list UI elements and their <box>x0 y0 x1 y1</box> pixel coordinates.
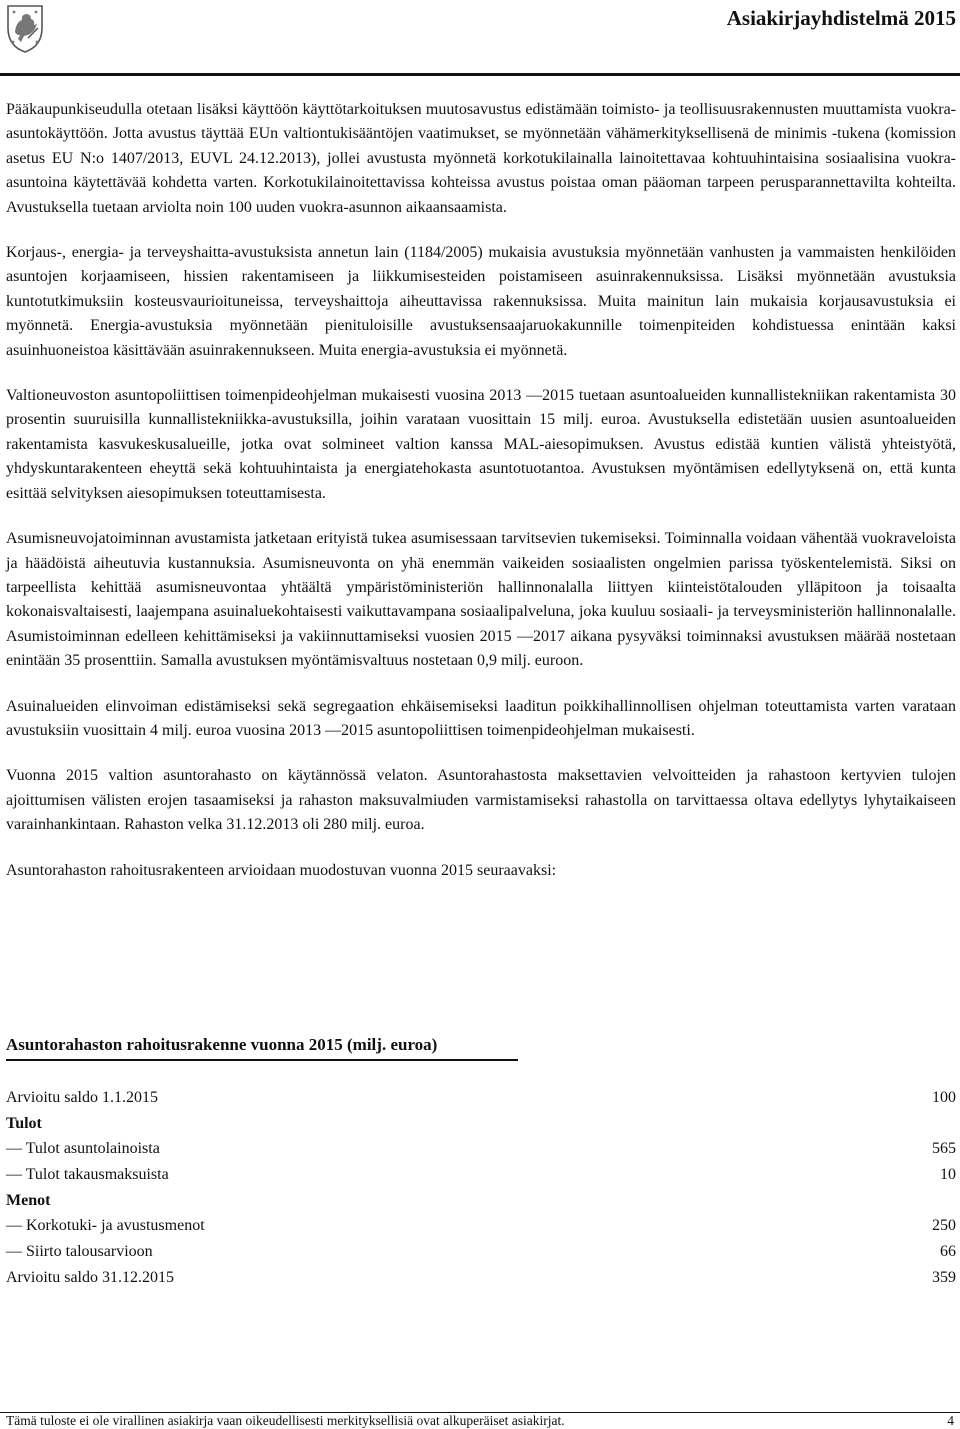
row-label: Arvioitu saldo 1.1.2015 <box>6 1089 158 1106</box>
paragraph-residential-areas: Asuinalueiden elinvoiman edistämiseksi sekä segregaation ehkäisemiseksi laaditun poikkihallinnollisen ohjelman toteuttamista varten varataan avustuksiin vuosittain 4 milj. euroa vuosina 2013 —2015 asuntopoliittisen toimenpideohjelman mukaisesti. <box>6 697 956 739</box>
row-label: — Korkotuki- ja avustusmenot <box>6 1217 205 1235</box>
paragraph-housing-advice: Asumisneuvojatoiminnan avustamista jatketaan erityistä tukea asumisessaan tarvitsevien tukemiseksi. Toiminnalla voidaan vähentää vuokraveloista ja häädöistä aiheutuvia kustannuksia. Asumisneuvonta on yhä enemmän vaikeiden sosiaalisten ongelmien parissa työskentelemistä. Siksi on tarpeellista kehittää asumisneuvontaa yhtäältä ympäristöministeriön hallinnonalalla liittyen kiinteistötalouden ylläpitoon ja toisaalta kokonaisvaltaisesti, laajempana asuinaluekohtaisesti vaikuttavampana sosiaalipalveluna, joka kuuluu sosiaali- ja terveysministeriön hallinnonalalle. Asumistoiminnan edelleen kehittämiseksi ja vakiinnuttamiseksi vuosien 2015 —2017 aikana pysyväksi toiminnaksi avustuksen määrää nostetaan enintään 35 prosenttiin. Samalla avustuksen myöntämisvaltuus nostetaan 0,9 milj. euroon. <box>6 530 956 670</box>
table-row <box>6 1136 956 1162</box>
table-row <box>6 1213 956 1239</box>
paragraph-funding-intro: Asuntorahaston rahoitusrakenteen arvioidaan muodostuvan vuonna 2015 seuraavaksi: <box>6 861 557 879</box>
footer-disclaimer: Tämä tuloste ei ole virallinen asiakirja vaan oikeudellisesti merkityksellisiä ovat alkuperäiset asiakirjat. <box>6 1413 565 1428</box>
row-value: 100 <box>932 1089 956 1106</box>
table-row <box>6 1162 956 1188</box>
row-value: 359 <box>932 1268 956 1286</box>
row-value: 250 <box>932 1217 956 1235</box>
row-label: — Tulot asuntolainoista <box>6 1140 160 1158</box>
row-label: — Siirto talousarvioon <box>6 1243 153 1261</box>
row-value: 10 <box>940 1166 956 1184</box>
document-body <box>6 98 956 904</box>
paragraph-renovation-grant: Pääkaupunkiseudulla otetaan lisäksi käyttöön käyttötarkoituksen muutosavustus edistämään toimisto- ja teollisuusrakennusten muuttamista vuokra-asuntokäyttöön. Jotta avustus täyttää EUn valtiontukisääntöjen vaatimukset, se myönnetään vähämerkityksellisenä de minimis -tukena (komission asetus EU N:o 1407/2013, EUVL 24.12.2013), jollei avustusta myönnetä korkotukilainalla lainoitettavaa kohtuuhintaisina sosiaalisina vuokra-asuntoina käytettävää kohdetta varten. Korkotukilainoitettavissa kohteissa avustus poistaa oman pääoman tarpeen perusparannettavilta kohteilta. Avustuksella tuetaan arviolta noin 100 uuden vuokra-asunnon aikaansaamista. <box>6 101 956 216</box>
page-header <box>0 0 960 80</box>
table-row <box>6 1265 956 1291</box>
row-value: 66 <box>940 1243 956 1261</box>
row-value <box>896 1111 956 1137</box>
header-divider <box>0 73 960 76</box>
paragraph-repair-energy-grants: Korjaus-, energia- ja terveyshaitta-avustuksista annetun lain (1184/2005) mukaisia avustuksia myönnetään vanhusten ja vammaisten henkilöiden asuntojen korjaamiseen, hissien rakentamiseen ja liikkumisesteiden poistamiseen asuinrakennuksissa. Lisäksi myönnetään avustuksia kuntotutkimuksiin kosteusvaurioituneissa, terveyshaittoja aiheuttavissa rakennuksissa. Muita mainitun lain mukaisia korjausavustuksia ei myönnetä. Energia-avustuksia myönnetään pienituloisille avustuksensaajaruokakunnille toimenpiteiden kohdistuessa enintään kaksi asuinhuoneistoa käsittävään asuinrakennukseen. Muita energia-avustuksia ei myönnetä. <box>6 244 956 359</box>
row-value <box>896 1188 956 1214</box>
table-section-income <box>6 1111 956 1137</box>
page-number: 4 <box>947 1413 954 1428</box>
table-title: Asuntorahaston rahoitusrakenne vuonna 2015 (milj. euroa) <box>6 1035 518 1061</box>
row-label: — Tulot takausmaksuista <box>6 1166 169 1184</box>
row-label: Arvioitu saldo 31.12.2015 <box>6 1268 174 1286</box>
table-row <box>6 1085 956 1111</box>
paragraph-municipal-engineering: Valtioneuvoston asuntopoliittisen toimenpideohjelman mukaisesti vuosina 2013 —2015 tuetaan asuntoalueiden kunnallistekniikan rakentamista 30 prosentin suuruisilla kunnallistekniikka-avustuksilla, joihin varataan vuosittain 15 milj. euroa. Avustuksella edistetään uusien asuntoalueiden rakentamista kasvukeskusalueille, jotka ovat solmineet valtion kanssa MAL-aiesopimuksen. Avustus edistää kuntien välistä yhteistyötä, yhdyskuntarakenteen eheyttä sekä kohtuuhintaista ja energiatehokasta asuntotuotantoa. Avustuksen myöntämisen edellytyksenä on, että kunta esittää selvityksen aiesopimuksen toteuttamisesta. <box>6 387 956 502</box>
financing-table <box>6 1085 956 1291</box>
paragraph-housing-fund: Vuonna 2015 valtion asuntorahasto on käytännössä velaton. Asuntorahastosta maksettavien velvoitteiden ja rahastoon kertyvien tulojen ajoittumisen välisten erojen tasaamiseksi ja rahaston maksuvalmiuden varmistamiseksi rahastolla on tarvittaessa oltava edellytys lyhytaikaiseen varainhankintaan. Rahaston velka 31.12.2013 oli 280 milj. euroa. <box>6 767 956 834</box>
row-label: Tulot <box>6 1114 42 1132</box>
table-section-expenses <box>6 1188 956 1214</box>
coat-of-arms-icon <box>4 2 46 54</box>
page-footer <box>6 1413 954 1428</box>
document-title: Asiakirjayhdistelmä 2015 <box>726 6 956 30</box>
table-row <box>6 1239 956 1265</box>
row-value: 565 <box>932 1140 956 1158</box>
row-label: Menot <box>6 1191 51 1209</box>
